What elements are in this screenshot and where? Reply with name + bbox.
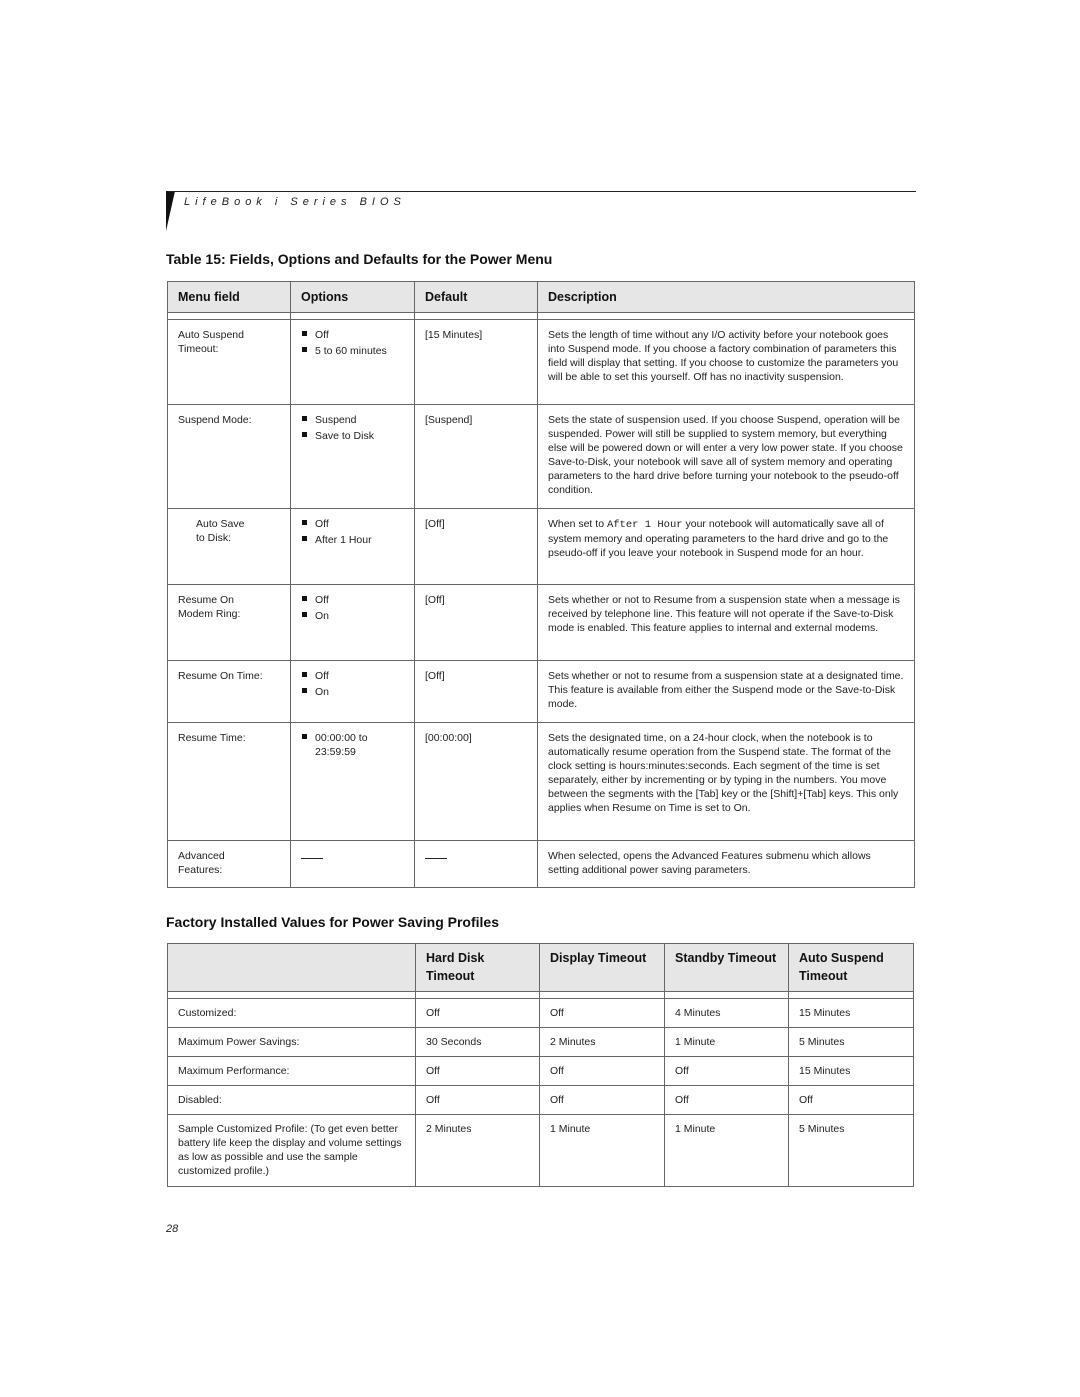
description-cell: Sets the designated time, on a 24-hour clock, when the notebook is to automatically resume operation from the Suspend state. The format of the clock setting is hours:minutes:seconds. Each segment of the time is set separately, either by incrementing or by typing in the numbers. You move between the segments with the [Tab] key or the [Shift]+[Tab] keys. This only applies when Resume on Time is set to On. bbox=[538, 723, 915, 841]
default-cell: [Off] bbox=[415, 661, 538, 723]
profile-cell: Maximum Power Savings: bbox=[168, 1028, 416, 1057]
default-cell: [00:00:00] bbox=[415, 723, 538, 841]
options-cell: Off On bbox=[291, 585, 415, 661]
bullet-icon bbox=[302, 416, 307, 421]
value-cell: 5 Minutes bbox=[789, 1115, 914, 1187]
bullet-icon bbox=[302, 520, 307, 525]
options-cell: 00:00:00 to 23:59:59 bbox=[291, 723, 415, 841]
profile-cell: Maximum Performance: bbox=[168, 1057, 416, 1086]
table-15-title: Table 15: Fields, Options and Defaults for the Power Menu bbox=[166, 251, 553, 267]
column-header-auto-suspend-timeout: Auto Suspend Timeout bbox=[789, 944, 914, 992]
table-row bbox=[168, 1057, 914, 1086]
bullet-icon bbox=[302, 612, 307, 617]
menu-field-cell: Resume Time: bbox=[168, 723, 291, 841]
menu-field-cell: Resume On Modem Ring: bbox=[168, 585, 291, 661]
table-row bbox=[168, 1115, 914, 1187]
value-cell: 15 Minutes bbox=[789, 1057, 914, 1086]
description-cell: Sets whether or not to resume from a suspension state at a designated time. This feature is available from either the Suspend mode or the Save-to-Disk mode. bbox=[538, 661, 915, 723]
table-header-row bbox=[168, 282, 915, 313]
column-header-options: Options bbox=[291, 282, 415, 313]
menu-field-cell: Resume On Time: bbox=[168, 661, 291, 723]
default-cell: [Suspend] bbox=[415, 405, 538, 509]
options-cell: Off After 1 Hour bbox=[291, 509, 415, 585]
default-cell: [15 Minutes] bbox=[415, 320, 538, 405]
value-cell: 2 Minutes bbox=[540, 1028, 665, 1057]
table-row bbox=[168, 1028, 914, 1057]
default-cell: [Off] bbox=[415, 509, 538, 585]
profile-cell: Disabled: bbox=[168, 1086, 416, 1115]
menu-field-cell: Auto Save to Disk: bbox=[168, 509, 291, 585]
value-cell: 5 Minutes bbox=[789, 1028, 914, 1057]
running-header: LifeBook i Series BIOS bbox=[184, 196, 406, 208]
code-text: After 1 Hour bbox=[606, 519, 683, 531]
table-row bbox=[168, 585, 915, 661]
table-row bbox=[168, 841, 915, 888]
value-cell: Off bbox=[540, 1057, 665, 1086]
default-cell: [Off] bbox=[415, 585, 538, 661]
value-cell: Off bbox=[416, 999, 540, 1028]
column-header-default: Default bbox=[415, 282, 538, 313]
options-cell: Off On bbox=[291, 661, 415, 723]
value-cell: Off bbox=[665, 1086, 789, 1115]
profile-cell: Customized: bbox=[168, 999, 416, 1028]
bullet-icon bbox=[302, 672, 307, 677]
page-number: 28 bbox=[166, 1223, 179, 1235]
bullet-icon bbox=[302, 688, 307, 693]
value-cell: Off bbox=[540, 999, 665, 1028]
value-cell: Off bbox=[665, 1057, 789, 1086]
power-menu-table bbox=[167, 281, 915, 888]
value-cell: 2 Minutes bbox=[416, 1115, 540, 1187]
table-row bbox=[168, 405, 915, 509]
description-cell: Sets whether or not to Resume from a suspension state when a message is received by telephone line. This feature will not operate if the Save-to-Disk mode is enabled. This feature applies to internal and external modems. bbox=[538, 585, 915, 661]
value-cell: 1 Minute bbox=[665, 1028, 789, 1057]
default-cell bbox=[415, 841, 538, 888]
options-cell: Suspend Save to Disk bbox=[291, 405, 415, 509]
bullet-icon bbox=[302, 347, 307, 352]
value-cell: 30 Seconds bbox=[416, 1028, 540, 1057]
power-profiles-table bbox=[167, 943, 914, 1187]
column-header-hard-disk-timeout: Hard Disk Timeout bbox=[416, 944, 540, 992]
value-cell: 15 Minutes bbox=[789, 999, 914, 1028]
menu-field-cell: Advanced Features: bbox=[168, 841, 291, 888]
description-cell: When set to After 1 Hour your notebook will automatically save all of system memory and operating parameters to the hard drive and go to the pseudo-off if you leave your notebook in Suspend mode for an hour. bbox=[538, 509, 915, 585]
table-row bbox=[168, 509, 915, 585]
value-cell: 4 Minutes bbox=[665, 999, 789, 1028]
options-cell: Off 5 to 60 minutes bbox=[291, 320, 415, 405]
menu-field-cell: Auto Suspend Timeout: bbox=[168, 320, 291, 405]
em-dash-mark bbox=[301, 858, 323, 859]
value-cell: Off bbox=[540, 1086, 665, 1115]
table-header-row bbox=[168, 944, 914, 992]
table-row bbox=[168, 320, 915, 405]
value-cell: 1 Minute bbox=[540, 1115, 665, 1187]
column-header-profile bbox=[168, 944, 416, 992]
table-row bbox=[168, 1086, 914, 1115]
description-cell: Sets the length of time without any I/O activity before your notebook goes into Suspend mode. If you choose a factory combination of parameters this field will display that setting. If you choose to customize the parameters you will be able to set this yourself. Off has no inactivity suspension. bbox=[538, 320, 915, 405]
value-cell: Off bbox=[789, 1086, 914, 1115]
column-header-description: Description bbox=[538, 282, 915, 313]
value-cell: Off bbox=[416, 1057, 540, 1086]
profile-cell: Sample Customized Profile: (To get even better battery life keep the display and volume settings as low as possible and use the sample customized profile.) bbox=[168, 1115, 416, 1187]
column-header-standby-timeout: Standby Timeout bbox=[665, 944, 789, 992]
column-header-display-timeout: Display Timeout bbox=[540, 944, 665, 992]
bullet-icon bbox=[302, 432, 307, 437]
bullet-icon bbox=[302, 734, 307, 739]
table-row bbox=[168, 661, 915, 723]
header-rule bbox=[168, 191, 916, 192]
value-cell: Off bbox=[416, 1086, 540, 1115]
column-header-menu-field: Menu field bbox=[168, 282, 291, 313]
table-row bbox=[168, 999, 914, 1028]
table-16-title: Factory Installed Values for Power Saving Profiles bbox=[166, 914, 499, 930]
header-corner-mark bbox=[166, 191, 179, 231]
bullet-icon bbox=[302, 596, 307, 601]
value-cell: 1 Minute bbox=[665, 1115, 789, 1187]
em-dash-mark bbox=[425, 858, 447, 859]
description-cell: When selected, opens the Advanced Features submenu which allows setting additional power saving parameters. bbox=[538, 841, 915, 888]
table-row bbox=[168, 723, 915, 841]
description-cell: Sets the state of suspension used. If you choose Suspend, operation will be suspended. Power will still be supplied to system memory, but everything else will be powered down or will enter a very low power state. If you choose Save-to-Disk, your notebook will save all of system memory and operating parameters to the hard drive before turning your notebook to the pseudo-off condition. bbox=[538, 405, 915, 509]
bullet-icon bbox=[302, 536, 307, 541]
menu-field-cell: Suspend Mode: bbox=[168, 405, 291, 509]
options-cell bbox=[291, 841, 415, 888]
bullet-icon bbox=[302, 331, 307, 336]
